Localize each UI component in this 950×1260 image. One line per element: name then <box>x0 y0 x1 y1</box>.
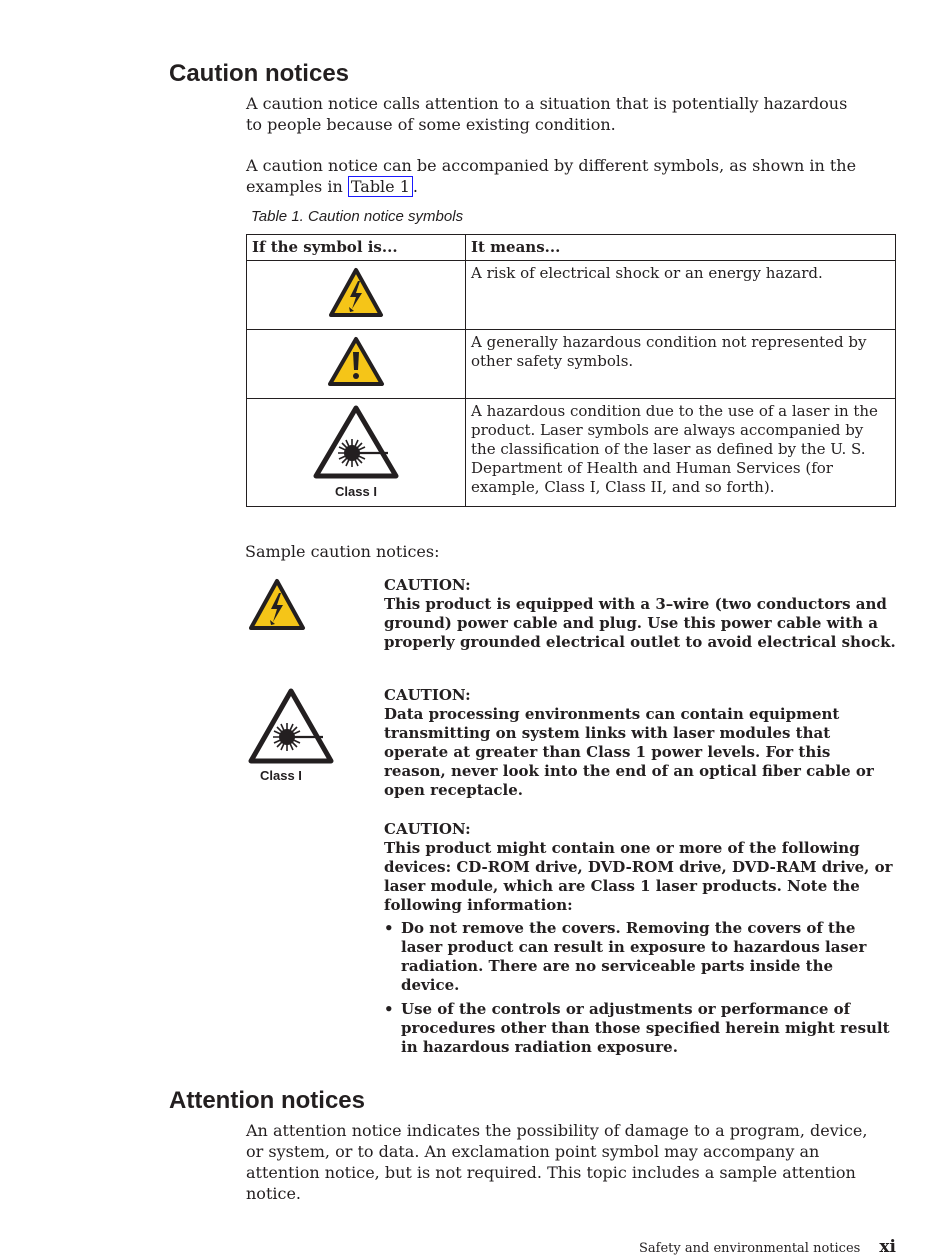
caution-bullet-list <box>384 919 896 1057</box>
table-row <box>247 330 896 399</box>
page-footer <box>639 1237 896 1257</box>
meaning-cell: A generally hazardous condition not represented by other safety symbols. <box>466 330 896 399</box>
electrical-hazard-icon <box>248 578 306 632</box>
caution-notices-heading: Caution notices <box>169 60 350 87</box>
caution-notice <box>384 576 896 652</box>
caution-notice <box>384 686 896 800</box>
exclamation-warning-icon <box>327 336 385 388</box>
paragraph-period: . <box>412 177 418 196</box>
caution-symbols-table <box>246 234 896 507</box>
caution-notice <box>384 820 896 1062</box>
page-number: xi <box>879 1237 896 1257</box>
symbol-cell <box>247 399 466 507</box>
symbol-cell <box>247 330 466 399</box>
column-header-meaning: It means... <box>466 235 896 261</box>
laser-class-1-icon <box>246 687 336 782</box>
caution-text: This product is equipped with a 3–wire (two conductors and ground) power cable and plug. Use this power cable with a properly grounded electrical outlet to avoid electrical shock. <box>384 595 896 651</box>
laser-class-label: Class I <box>260 768 302 783</box>
meaning-cell: A risk of electrical shock or an energy hazard. <box>466 261 896 330</box>
caution-intro-paragraph: A caution notice calls attention to a situation that is potentially hazardous to people because of some existing condition. <box>246 94 848 134</box>
attention-notices-heading: Attention notices <box>169 1087 365 1114</box>
bullet-mark: • <box>384 1000 394 1018</box>
caution-text: This product might contain one or more of the following devices: CD-ROM drive, DVD-ROM drive, DVD-RAM drive, or laser module, which are Class 1 laser products. Note the following information: <box>384 839 893 914</box>
column-header-symbol: If the symbol is... <box>247 235 466 261</box>
attention-paragraph: An attention notice indicates the possibility of damage to a program, device, or system, or to data. An exclamation point symbol may accompany an attention notice, but is not required. This topic includes a sample attention notice. <box>246 1121 868 1203</box>
laser-hazard-icon <box>247 687 335 765</box>
laser-class-1-icon <box>252 404 460 498</box>
list-item <box>384 1000 896 1057</box>
bullet-text: Use of the controls or adjustments or performance of procedures other than those specified herein might result in hazardous radiation exposure. <box>401 1000 890 1056</box>
table-header-row <box>247 235 896 261</box>
electrical-hazard-icon <box>328 267 384 319</box>
table-caption: Table 1. Caution notice symbols <box>251 208 464 225</box>
footer-section-title: Safety and environmental notices <box>639 1241 861 1256</box>
table-1-link[interactable]: Table 1 <box>348 176 413 197</box>
bullet-text: Do not remove the covers. Removing the covers of the laser product can result in exposure to hazardous laser radiation. There are no serviceable parts inside the device. <box>401 919 867 994</box>
meaning-cell: A hazardous condition due to the use of a laser in the product. Laser symbols are always accompanied by the classification of the laser as defined by the U. S. Department of Health and Human Services (for example, Class I, Class II, and so forth). <box>466 399 896 507</box>
caution-label: CAUTION: <box>384 820 471 838</box>
laser-class-label: Class I <box>335 484 377 499</box>
laser-hazard-icon <box>312 404 400 480</box>
sample-notices-intro: Sample caution notices: <box>245 542 440 561</box>
symbol-cell <box>247 261 466 330</box>
list-item <box>384 919 896 995</box>
caution-symbols-paragraph <box>246 155 866 197</box>
paragraph-text: A caution notice can be accompanied by different symbols, as shown in the examples in <box>246 156 857 196</box>
table-row <box>247 261 896 330</box>
caution-label: CAUTION: <box>384 686 471 704</box>
bullet-mark: • <box>384 919 394 937</box>
table-row <box>247 399 896 507</box>
caution-label: CAUTION: <box>384 576 471 594</box>
caution-text: Data processing environments can contain equipment transmitting on system links with laser modules that operate at greater than Class 1 power levels. For this reason, never look into the end of an optical fiber cable or open receptacle. <box>384 705 874 799</box>
